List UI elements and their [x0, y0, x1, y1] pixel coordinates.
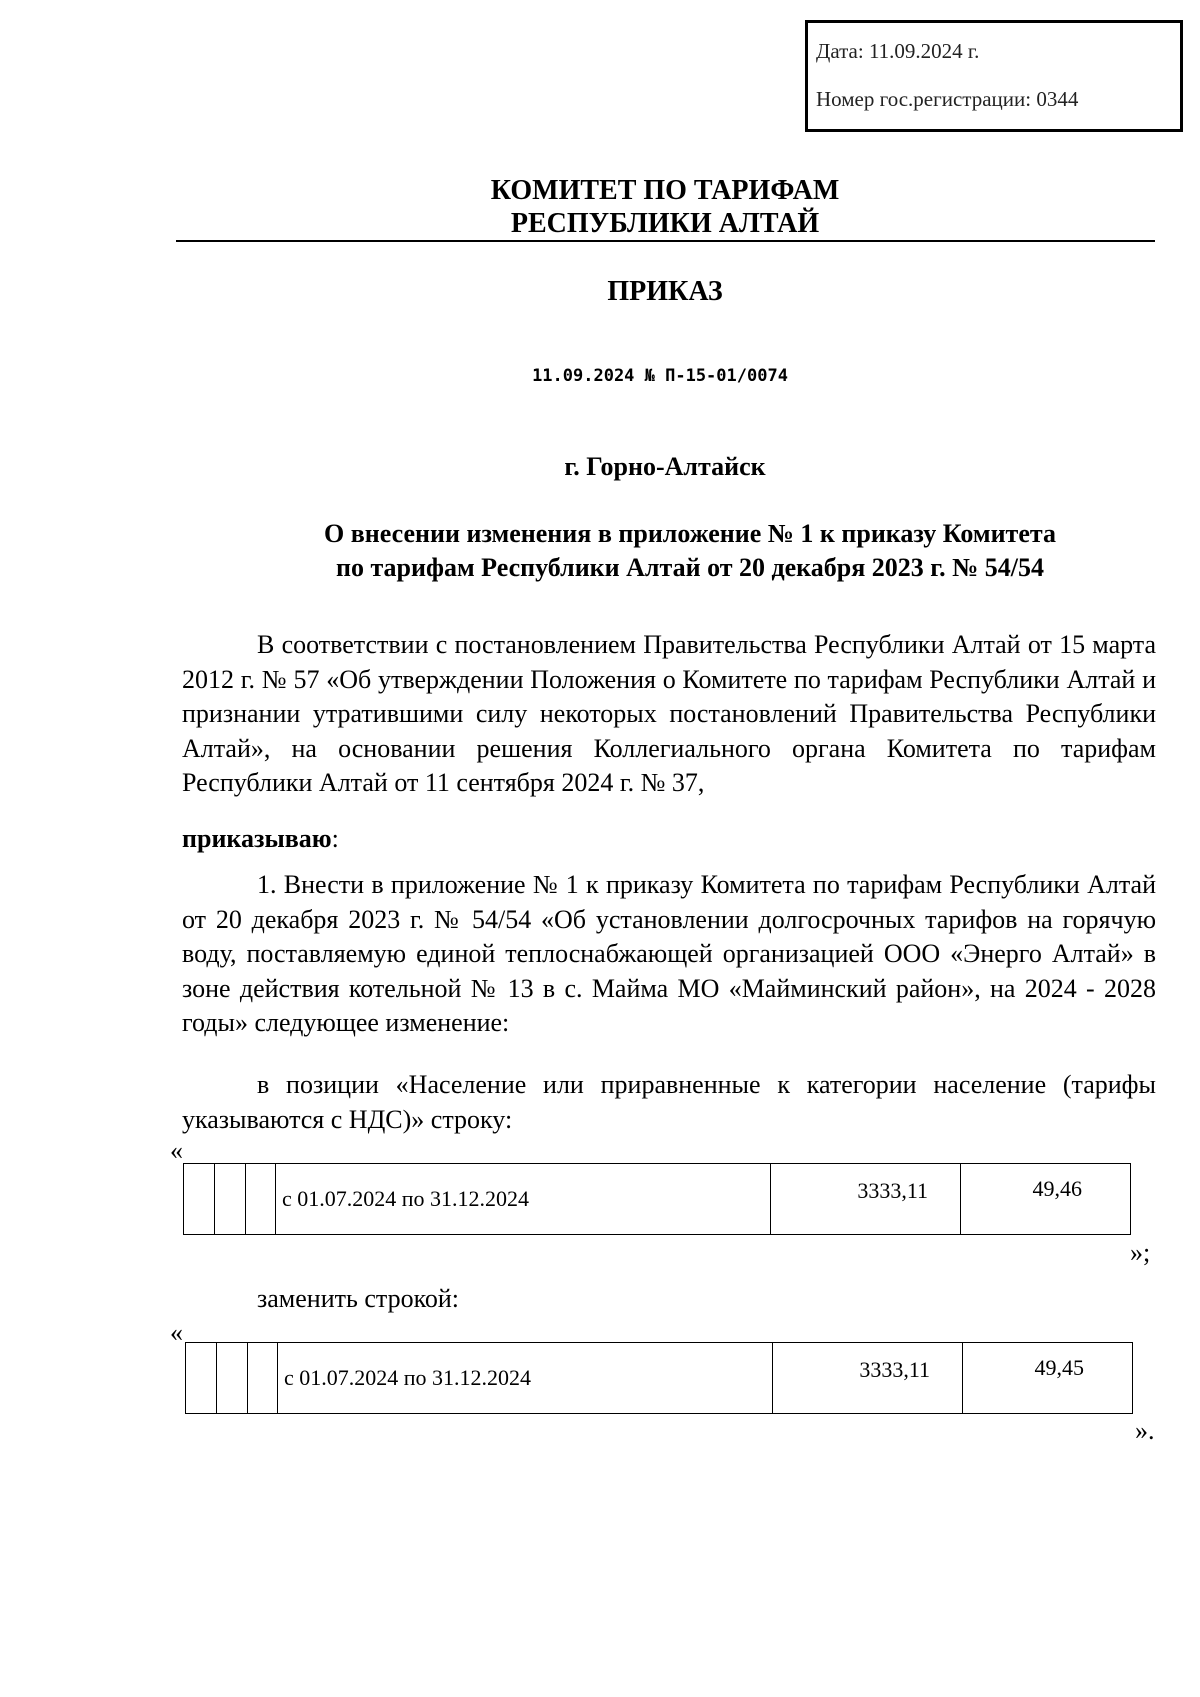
organization-name [0, 174, 1200, 240]
org-line-2: РЕСПУБЛИКИ АЛТАЙ [510, 208, 820, 239]
table-row [186, 1343, 1133, 1414]
table-row [184, 1164, 1131, 1235]
stamp-reg-line [816, 87, 1078, 112]
item-1-text: 1. Внести в приложение № 1 к приказу Комитета по тарифам Республики Алтай от 20 декабря 2023 г. № 54/54 «Об установлении долгосрочных тарифов на горячую воду, поставляемую единой теплоснабжающей организацией ООО «Энерго Алтай» в зоне действия котельной № 13 в с. Майма МО «Майминский район», на 2024 - 2028 годы» следующее изменение: [182, 870, 1156, 1037]
close-quote-new: ». [1135, 1416, 1155, 1445]
org-line-1: КОМИТЕТ ПО ТАРИФАМ [490, 175, 840, 206]
new-tariff-row-table [185, 1342, 1133, 1414]
document-type: ПРИКАЗ [607, 276, 723, 307]
open-quote-old: « [170, 1136, 183, 1165]
preamble-text: В соответствии с постановлением Правительства Республики Алтай от 15 марта 2012 г. № 57 «Об утверждении Положения о Комитете по тарифам Республики Алтай и признании утратившими силу некоторых постановлений Правительства Республики Алтай», на основании решения Коллегиального органа Комитета по тарифам Республики Алтай от 11 сентября 2024 г. № 37, [182, 630, 1156, 797]
subject-line-2: по тарифам Республики Алтай от 20 декабря 2023 г. № 54/54 [335, 553, 1045, 582]
registration-stamp [805, 20, 1183, 132]
stamp-date-line [816, 39, 979, 64]
stamp-date-value: 11.09.2024 г. [868, 39, 980, 63]
subject-line-1: О внесении изменения в приложение № 1 к приказу Комитета [324, 519, 1056, 548]
value2-cell: 49,45 [963, 1343, 1133, 1414]
header-divider [176, 240, 1155, 242]
city: г. Горно-Алтайск [564, 452, 766, 481]
order-colon: : [331, 824, 339, 853]
empty-cell [184, 1164, 215, 1235]
empty-cell [246, 1164, 276, 1235]
value1-cell: 3333,11 [771, 1164, 961, 1235]
replace-text: заменить строкой: [257, 1284, 460, 1313]
value2-cell: 49,46 [961, 1164, 1131, 1235]
period-cell: с 01.07.2024 по 31.12.2024 [278, 1343, 773, 1414]
stamp-reg-value: 0344 [1036, 87, 1079, 111]
period-cell: с 01.07.2024 по 31.12.2024 [276, 1164, 771, 1235]
preamble-paragraph [182, 628, 1156, 801]
stamp-reg-label: Номер гос.регистрации: [816, 87, 1032, 111]
old-tariff-row-table [183, 1163, 1131, 1235]
order-word: приказываю [182, 824, 332, 853]
item-1-paragraph [182, 868, 1156, 1041]
empty-cell [217, 1343, 248, 1414]
empty-cell [215, 1164, 246, 1235]
empty-cell [248, 1343, 278, 1414]
open-quote-new: « [170, 1318, 183, 1347]
position-text: в позиции «Население или приравненные к категории население (тарифы указываются с НДС)» строку: [182, 1070, 1156, 1134]
empty-cell [186, 1343, 217, 1414]
close-quote-old: »; [1130, 1238, 1151, 1267]
order-number: 11.09.2024 № П-15-01/0074 [532, 366, 788, 386]
value1-cell: 3333,11 [773, 1343, 963, 1414]
order-word-line [182, 822, 1156, 857]
stamp-date-label: Дата: [816, 39, 864, 63]
document-subject [265, 517, 1115, 585]
position-paragraph [182, 1068, 1156, 1137]
